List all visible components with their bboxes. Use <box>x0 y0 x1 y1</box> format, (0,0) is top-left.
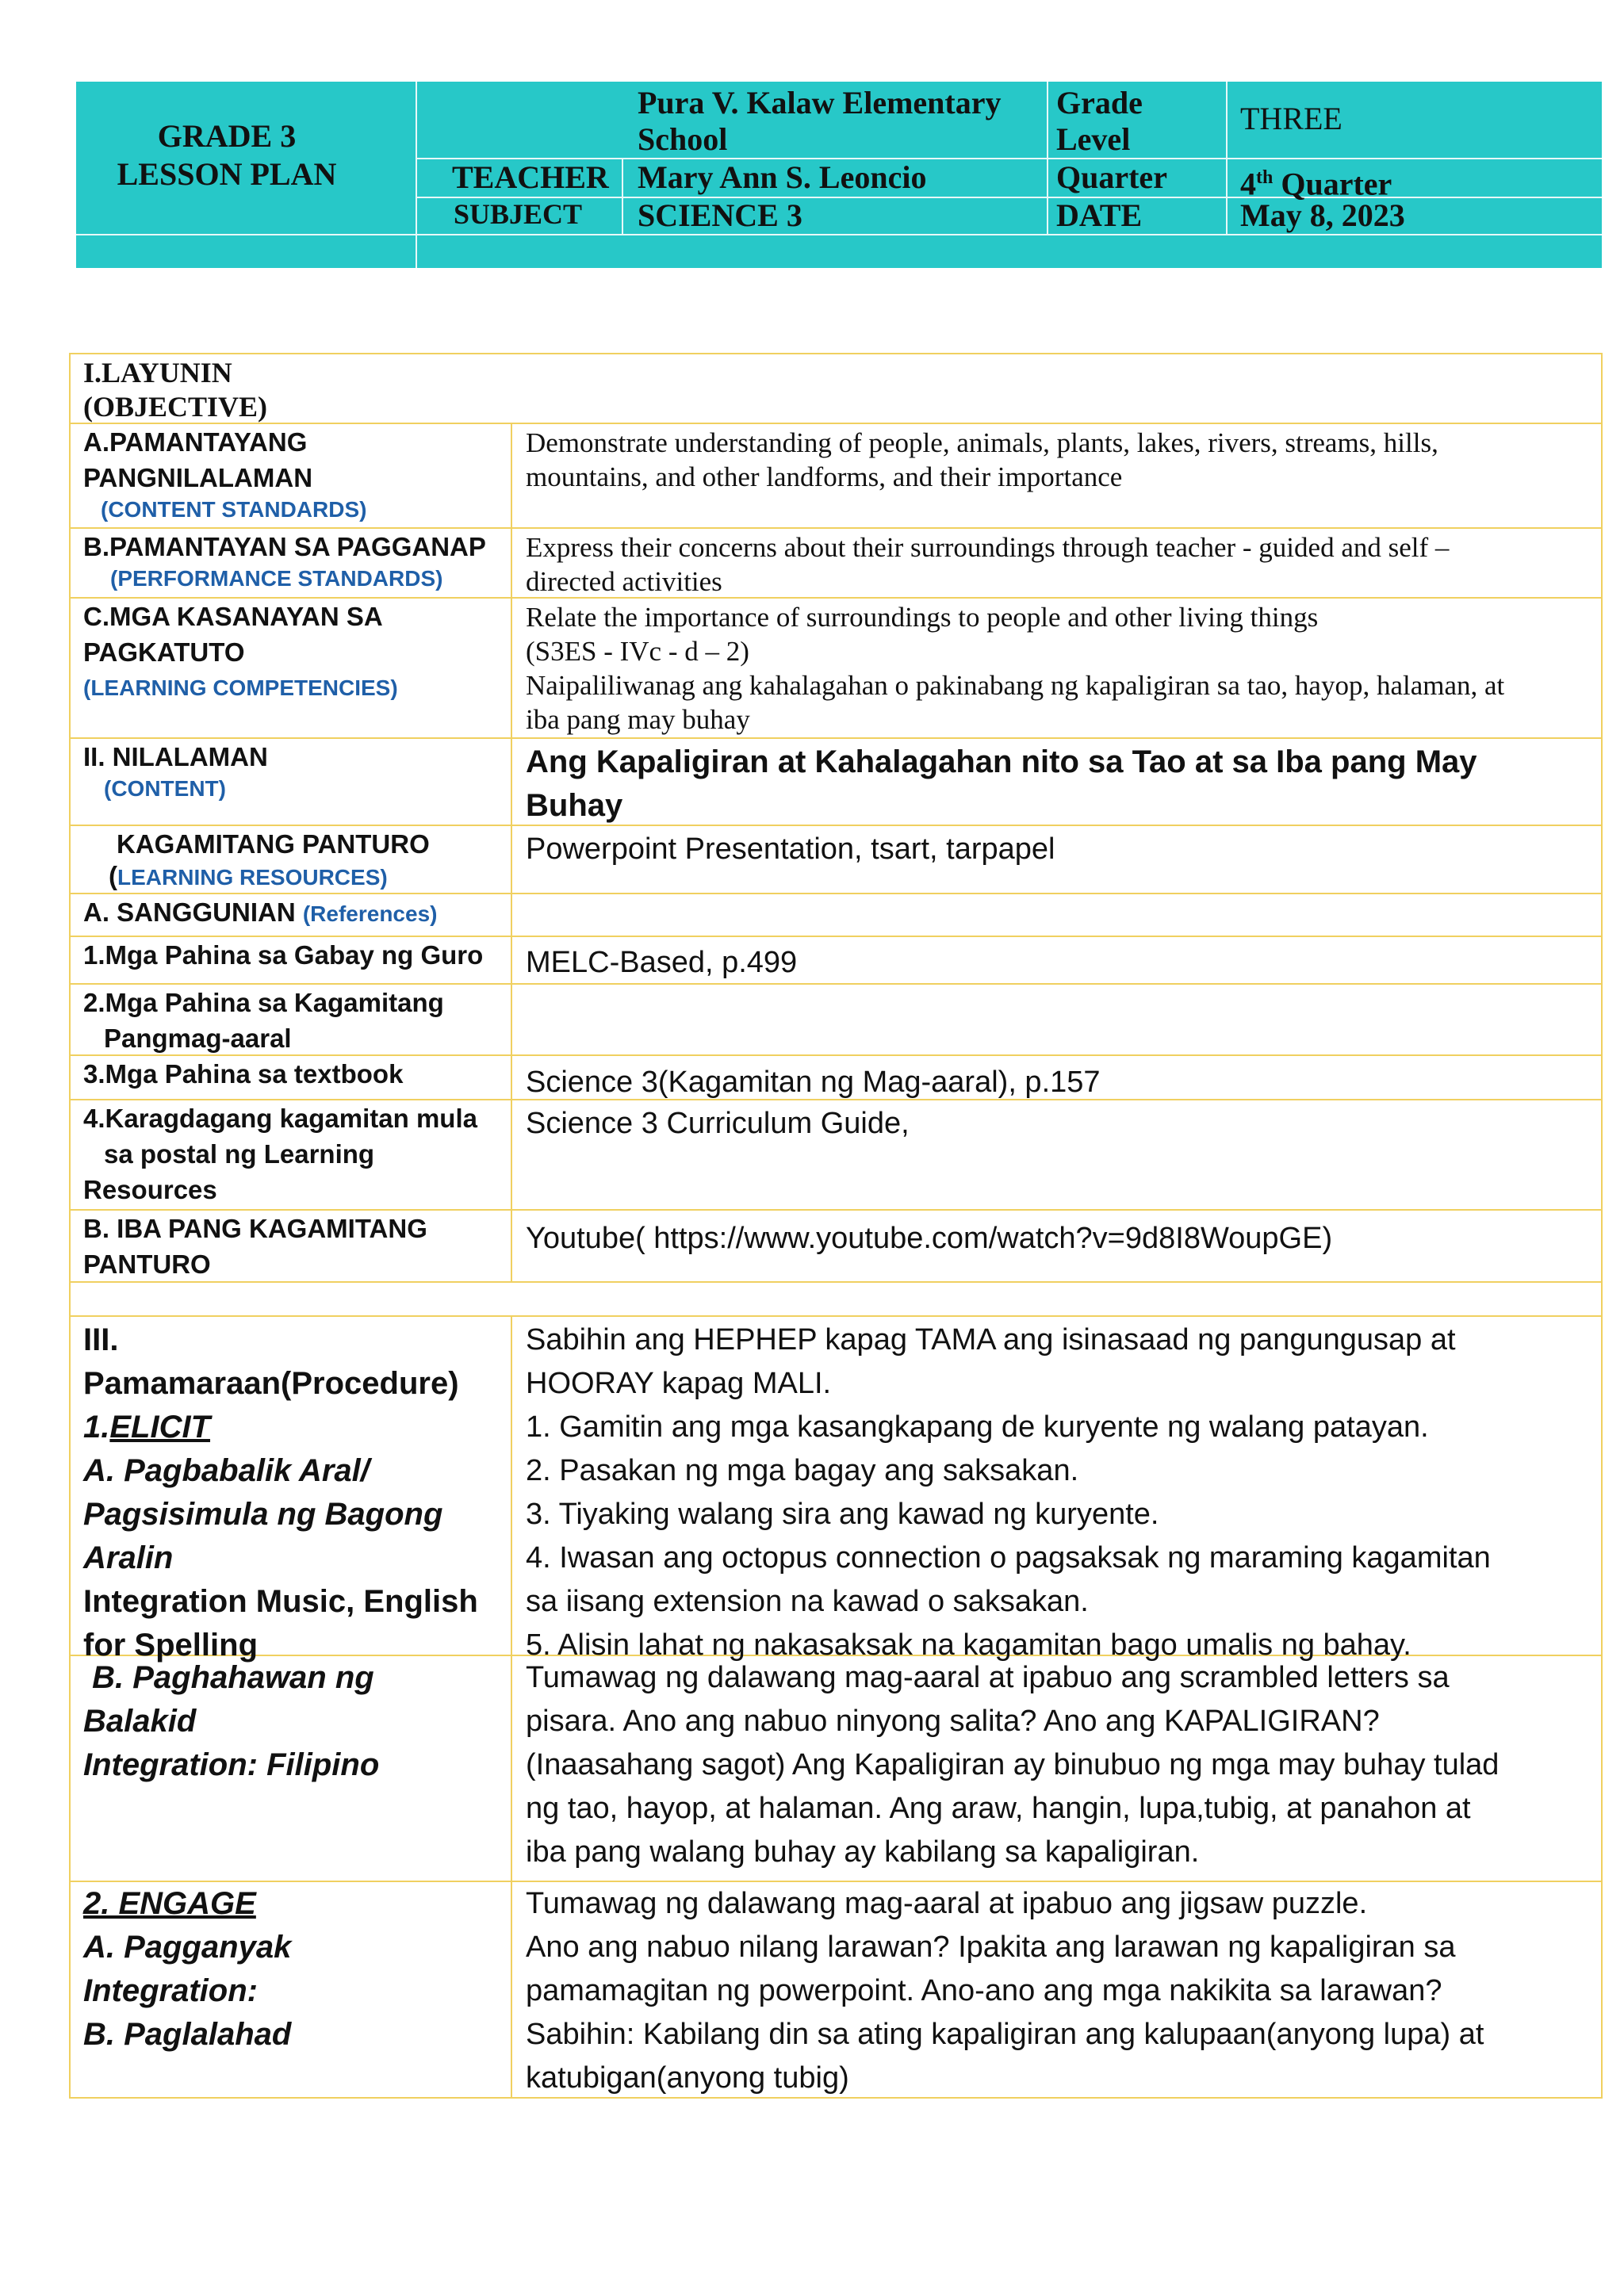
unlocking-line: (Inaasahang sagot) Ang Kapaligiran ay binubuo ng mga may buhay tulad <box>526 1748 1500 1781</box>
quarter-label: Quarter <box>1056 159 1167 195</box>
teacher-label: TEACHER <box>452 159 609 195</box>
competencies-text <box>526 600 1504 737</box>
performance-standards-label <box>83 529 486 593</box>
header-table <box>76 82 1602 268</box>
school-name-line2: School <box>638 121 728 157</box>
procedure-line: 2. Pasakan ng mga bagay ang saksakan. <box>526 1454 1079 1487</box>
review-label-2: Pagsisimula ng Bagong <box>83 1497 443 1532</box>
elicit-label: ELICIT <box>109 1410 211 1445</box>
content-label-en: (CONTENT) <box>104 776 226 801</box>
school-name-line1: Pura V. Kalaw Elementary <box>638 85 1002 121</box>
objective-title-line1: I.LAYUNIN <box>83 357 232 388</box>
content-title-2: Buhay <box>526 788 623 823</box>
performance-standards-label-en: (PERFORMANCE STANDARDS) <box>110 566 443 591</box>
row-divider <box>71 737 1601 739</box>
content-standards-text-1: Demonstrate understanding of people, animals, plants, lakes, rivers, streams, hills, <box>526 427 1438 458</box>
ref-row-2-label <box>83 985 444 1056</box>
other-materials-label-1: B. IBA PANG KAGAMITANG <box>83 1214 427 1243</box>
grade-title: GRADE 3 <box>157 118 297 154</box>
header-divider <box>1047 82 1048 235</box>
elicit-number: 1. <box>83 1410 110 1445</box>
engage-text <box>526 1882 1484 2100</box>
engage-line: Ano ang nabuo nilang larawan? Ipakita ang larawan ng kapaligiran sa <box>526 1931 1456 1964</box>
other-materials-label <box>83 1211 427 1282</box>
competencies-label <box>83 599 398 706</box>
header-divider <box>76 234 1602 235</box>
review-label-3: Aralin <box>83 1540 174 1575</box>
engage-label-1: 2. ENGAGE <box>83 1886 256 1921</box>
competencies-text-2: (S3ES - IVc - d – 2) <box>526 636 749 667</box>
ref-row-1-label <box>83 937 483 973</box>
objective-title-line2: (OBJECTIVE) <box>83 391 268 423</box>
quarter-number: 4 <box>1240 166 1256 202</box>
other-materials-value: Youtube( https://www.youtube.com/watch?v=9d8I8WoupGE) <box>526 1222 1333 1255</box>
competencies-text-4: iba pang may buhay <box>526 704 750 735</box>
teacher-value: Mary Ann S. Leoncio <box>638 159 927 195</box>
procedure-text <box>526 1318 1491 1667</box>
procedure-line: Sabihin ang HEPHEP kapag TAMA ang isinasaad ng pangungusap at <box>526 1323 1456 1357</box>
ref-row-3-label <box>83 1056 403 1092</box>
content-label-1: II. NILALAMAN <box>83 742 268 771</box>
procedure-title-2: Pamamaraan(Procedure) <box>83 1366 459 1401</box>
review-label-1: A. Pagbabalik Aral/ <box>83 1453 370 1488</box>
subject-value: SCIENCE 3 <box>638 197 802 233</box>
procedure-line: sa iisang extension na kawad o saksakan. <box>526 1585 1089 1618</box>
header-divider <box>1226 82 1228 235</box>
competencies-text-3: Naipaliliwanag ang kahalagahan o pakinabang ng kapaligiran sa tao, hayop, halaman, at <box>526 670 1505 701</box>
performance-standards-text-2: directed activities <box>526 566 722 597</box>
content-title-1: Ang Kapaligiran at Kahalagahan nito sa Tao at sa Iba pang May <box>526 744 1477 779</box>
ref-row-1-label-1: 1.Mga Pahina sa Gabay ng Guro <box>83 940 484 970</box>
grade-level-label-1: Grade <box>1056 85 1143 121</box>
references-label-text: A. SANGGUNIAN <box>83 897 303 927</box>
ref-row-4-label-1: 4.Karagdagang kagamitan mula <box>83 1104 477 1133</box>
ref-row-3-value: Science 3(Kagamitan ng Mag-aaral), p.157 <box>526 1066 1101 1099</box>
lesson-plan-table <box>69 353 1603 2099</box>
procedure-line: HOORAY kapag MALI. <box>526 1367 832 1400</box>
competencies-label-1: C.MGA KASANAYAN SA <box>83 602 383 631</box>
content-title <box>526 740 1477 828</box>
unlocking-line: iba pang walang buhay ay kabilang sa kapaligiran. <box>526 1835 1200 1869</box>
unlocking-label-3: Integration: Filipino <box>83 1747 380 1782</box>
performance-standards-text-1: Express their concerns about their surroundings through teacher - guided and self – <box>526 532 1450 563</box>
resources-label <box>83 826 430 892</box>
quarter-word: Quarter <box>1273 166 1392 202</box>
competencies-text-1: Relate the importance of surroundings to people and other living things <box>526 602 1319 633</box>
ref-row-2-label-2: Pangmag-aaral <box>104 1024 292 1053</box>
references-label <box>83 894 437 932</box>
engage-line: pamamagitan ng powerpoint. Ano-ano ang mga nakikita sa larawan? <box>526 1974 1442 2007</box>
ref-row-4-label-3: Resources <box>83 1175 217 1204</box>
engage-label-3: Integration: <box>83 1973 258 2008</box>
header-divider <box>622 158 623 235</box>
quarter-suffix: th <box>1256 167 1274 188</box>
resources-label-en: LEARNING RESOURCES) <box>117 865 388 890</box>
header-divider <box>416 82 417 268</box>
engage-label-4: B. Paglalahad <box>83 2017 292 2052</box>
unlocking-line: ng tao, hayop, at halaman. Ang araw, hangin, lupa,tubig, at panahon at <box>526 1792 1471 1825</box>
other-materials-label-2: PANTURO <box>83 1249 211 1279</box>
performance-standards-text <box>526 530 1449 599</box>
ref-row-1-value: MELC-Based, p.499 <box>526 946 798 979</box>
content-standards-label <box>83 424 366 524</box>
ref-row-3-label-1: 3.Mga Pahina sa textbook <box>83 1059 404 1089</box>
integration-label-1: Integration Music, English <box>83 1584 478 1619</box>
subject-label: SUBJECT <box>454 198 583 230</box>
ref-row-4-label <box>83 1100 477 1207</box>
engage-line: katubigan(anyong tubig) <box>526 2061 849 2095</box>
procedure-line: 3. Tiyaking walang sira ang kawad ng kuryente. <box>526 1498 1159 1531</box>
content-label <box>83 739 268 803</box>
column-divider <box>511 423 512 1281</box>
references-label-en: (References) <box>302 901 438 926</box>
unlocking-label-2: Balakid <box>83 1704 197 1739</box>
engage-label-2: A. Pagganyak <box>83 1930 292 1965</box>
header-divider <box>416 197 1602 198</box>
unlocking-label <box>83 1656 379 1787</box>
procedure-label <box>83 1318 478 1667</box>
resources-label-1: KAGAMITANG PANTURO <box>117 829 430 859</box>
engage-line: Sabihin: Kabilang din sa ating kapaligiran ang kalupaan(anyong lupa) at <box>526 2018 1484 2051</box>
engage-label <box>83 1882 291 2057</box>
date-value: May 8, 2023 <box>1240 197 1405 233</box>
engage-line: Tumawag ng dalawang mag-aaral at ipabuo ang jigsaw puzzle. <box>526 1887 1368 1920</box>
grade-level-value: THREE <box>1240 101 1342 136</box>
procedure-line: 5. Alisin lahat ng nakasaksak na kagamitan bago umalis ng bahay. <box>526 1628 1411 1662</box>
objective-title <box>83 356 267 424</box>
date-label: DATE <box>1056 197 1143 233</box>
procedure-title-1: III. <box>83 1322 119 1357</box>
performance-standards-label-1: B.PAMANTAYAN SA PAGGANAP <box>83 532 486 561</box>
column-divider <box>511 1315 512 2097</box>
unlocking-label-1: B. Paghahawan ng <box>83 1660 374 1695</box>
content-standards-text-2: mountains, and other landforms, and their importance <box>526 461 1123 492</box>
resources-text: Powerpoint Presentation, tsart, tarpapel <box>526 832 1055 866</box>
ref-row-2-label-1: 2.Mga Pahina sa Kagamitang <box>83 988 444 1017</box>
procedure-line: 1. Gamitin ang mga kasangkapang de kuryente ng walang patayan. <box>526 1410 1429 1444</box>
unlocking-line: pisara. Ano ang nabuo ninyong salita? Ano ang KAPALIGIRAN? <box>526 1705 1380 1738</box>
competencies-label-en: (LEARNING COMPETENCIES) <box>83 675 398 700</box>
resources-label-paren: ( <box>109 861 117 890</box>
grade-level-label-2: Level <box>1056 121 1131 157</box>
unlocking-text <box>526 1656 1499 1874</box>
content-standards-text <box>526 426 1438 494</box>
integration-label-2: for Spelling <box>83 1628 258 1663</box>
unlocking-line: Tumawag ng dalawang mag-aaral at ipabuo ang scrambled letters sa <box>526 1661 1450 1694</box>
content-standards-label-2: PANGNILALAMAN <box>83 463 313 492</box>
content-standards-label-en: (CONTENT STANDARDS) <box>101 497 367 522</box>
procedure-line: 4. Iwasan ang octopus connection o pagsaksak ng maraming kagamitan <box>526 1541 1491 1575</box>
ref-row-4-value: Science 3 Curriculum Guide, <box>526 1107 910 1140</box>
lesson-plan-title: LESSON PLAN <box>117 156 337 192</box>
ref-row-4-label-2: sa postal ng Learning <box>104 1139 375 1169</box>
row-divider <box>71 1315 1601 1317</box>
quarter-value <box>1240 159 1392 202</box>
competencies-label-2: PAGKATUTO <box>83 637 245 667</box>
content-standards-label-1: A.PAMANTAYANG <box>83 427 308 457</box>
